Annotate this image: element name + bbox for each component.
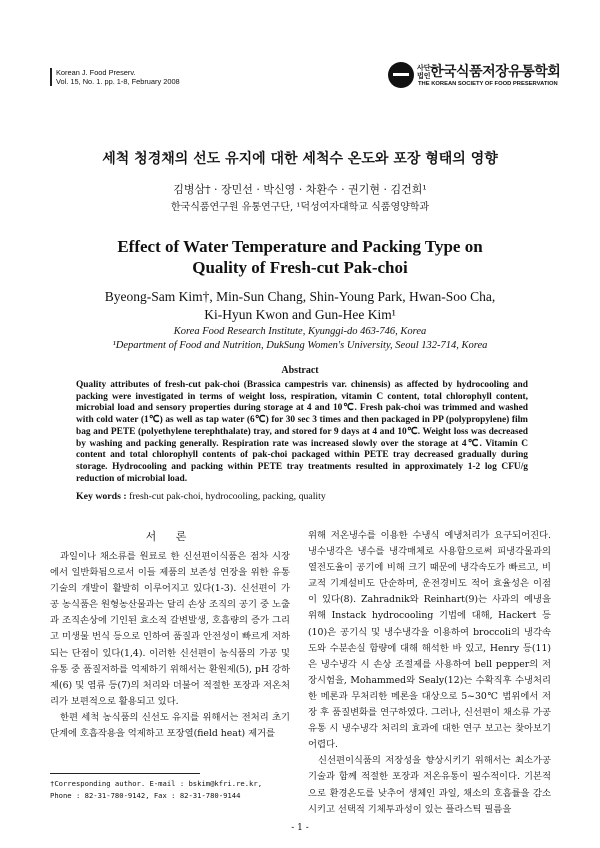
footnote-line2: Phone : 82-31-780-9142, Fax : 82-31-780-9144: [50, 791, 241, 800]
keywords: [76, 491, 536, 502]
affiliation-korean: 한국식품연구원 유통연구단, ¹덕성여자대학교 식품영양학과: [170, 202, 430, 213]
title-english-line2: Quality of Fresh-cut Pak-choi: [192, 258, 408, 277]
society-logo-icon: [388, 62, 414, 88]
page-number: - 1 -: [291, 823, 309, 833]
body-paragraph: 위해 저온냉수를 이용한 수냉식 예냉처리가 요구되어진다. 냉수냉각은 냉수를 냉각매체로 사용함으로써 피냉각물과의 열전도율이 공기에 비해 크기 때문에 냉각속도가 빠르고, 비교적 기계설비도 단순하며, 운전경비도 적어 효율성은 이점이 있다(8). Zahradnik와 Reinhart(9)는 사과의 예냉을 위해 Instack hydrocooling 기법에 대해, Hackert 등(10)은 공기식 및 냉수냉각을 이용하여 broccoli의 냉각속도와 수분손실 함량에 대해 해석한 바 있고, Henry 등(11)은 냉수냉각 시 손상 조절제를 사용하여 bell pepper의 저장시험을, Mohammed와 Sealy(12)는 수확직후 수냉처리한 메론과 무처리한 메론을 대상으로 5~30℃ 범위에서 저장 후 품질변화를 연구하였다. 그러나, 신선편이 채소류 가공 유통 시 냉수냉각 처리의 효과에 대한 연구 보고는 찾아보기 어렵다.: [308, 530, 551, 751]
keywords-text: fresh-cut pak-choi, hydrocooling, packing, quality: [129, 491, 326, 502]
journal-volume: Vol. 15, No. 1. pp. 1-8, February 2008: [56, 77, 180, 86]
society-name-ko: 한국식품저장유통학회: [430, 64, 561, 80]
corresponding-author-footnote: [50, 778, 300, 802]
body-column-right: [308, 528, 551, 818]
title-english: [0, 236, 600, 278]
society-name-en: THE KOREAN SOCIETY OF FOOD PRESERVATION: [418, 81, 558, 87]
authors-english-line2: Ki-Hyun Kwon and Gun-Hee Kim¹: [204, 307, 396, 322]
society-seal-text: 사단 법인: [417, 64, 431, 80]
affiliation-english: [0, 325, 600, 353]
title-english-line1: Effect of Water Temperature and Packing Type on: [117, 237, 483, 256]
keywords-label: Key words :: [76, 491, 127, 502]
society-logo-block: [388, 62, 578, 92]
body-paragraph: 과일이나 채소류를 원료로 한 신선편이식품은 점차 시장에서 일반화됨으로서 이들 제품의 보존성 연장을 위한 유통기술의 개발이 활발히 이루어지고 있다(1-3). 신선편이 가공 농식품은 원형농산물과는 달리 손상 조직의 공기 중 노출과 조직손상에 기인된 효소적 갈변발생, 호흡량의 증가 그리고 미생물 번식 등으로 인하여 품질과 안전성이 빠르게 저하되는 단점이 있다(1,4). 이러한 신선편이 농식품의 가공 및 유통 중 품질저하를 억제하기 위해서는 환원제(5), pH 강하제(6) 및 염류 등(7)의 처리와 더불어 적절한 포장과 저온처리가 보편적으로 활용되고 있다.: [50, 551, 290, 707]
journal-name: Korean J. Food Preserv.: [56, 68, 136, 77]
body-column-left: [50, 549, 290, 742]
title-korean: 세척 청경채의 선도 유지에 대한 세척수 온도와 포장 형태의 영향: [102, 151, 498, 167]
authors-english-line1: Byeong-Sam Kim†, Min-Sun Chang, Shin-Young Park, Hwan-Soo Cha,: [104, 289, 496, 304]
footnote-line1: †Corresponding author. E-mail : bskim@kfri.re.kr,: [50, 779, 263, 788]
authors-english: [0, 288, 600, 324]
abstract-text: Quality attributes of fresh-cut pak-choi (Brassica campestris var. chinensis) as affected by hydrocooling and packing were investigated in terms of weight loss, respiration, vitamin C content, total chlorophyll content, microbial load and sensory properties during storage at 4 and 10℃. Fresh pak-choi was trimmed and washed with cold water (1℃) as well as tap water (6℃) for 30 sec 3 times and then packaged in PP (polypropylene) film bag and PETE (polyethylene terephthalate) tray, and stored for 9 days at 4 and 10℃. Weight loss was decreased by washing and packing generally. Respiration rate was increased slowly over the storage at 4℃. Vitamin C content and total chlorophyll contents of pak-choi packaged within PETE tray decreased gradually during storage. Hydrocooling and packing within PETE tray treatments resulted in approximately 1-2 log CFU/g reduction of microbial load.: [76, 380, 528, 484]
abstract-heading: Abstract: [281, 365, 319, 376]
body-paragraph: 신선편이식품의 저장성을 향상시키기 위해서는 최소가공기술과 함께 적절한 포장과 저온유통이 필수적이다. 기본적으로 환경온도를 낮추어 생체인 과일, 채소의 호흡률을 감소시키고 선택적 기체투과성이 있는 플라스틱 필름을: [308, 755, 551, 815]
section-heading-introduction: 서 론: [145, 530, 195, 543]
authors-korean: 김병삼† · 장민선 · 박신영 · 차환수 · 권기현 · 김건희¹: [173, 183, 427, 196]
body-paragraph: 한편 세척 농식품의 신선도 유지를 위해서는 전처리 초기 단계에 호흡작용을 억제하고 포장열(field heat) 제거를: [50, 711, 290, 740]
affiliation-english-line1: Korea Food Research Institute, Kyunggi-do 463-746, Korea: [173, 326, 427, 337]
affiliation-english-line2: ¹Department of Food and Nutrition, DukSung Women's University, Seoul 132-714, Korea: [112, 340, 488, 351]
journal-citation: [50, 68, 180, 86]
footnote-divider: [50, 773, 200, 774]
